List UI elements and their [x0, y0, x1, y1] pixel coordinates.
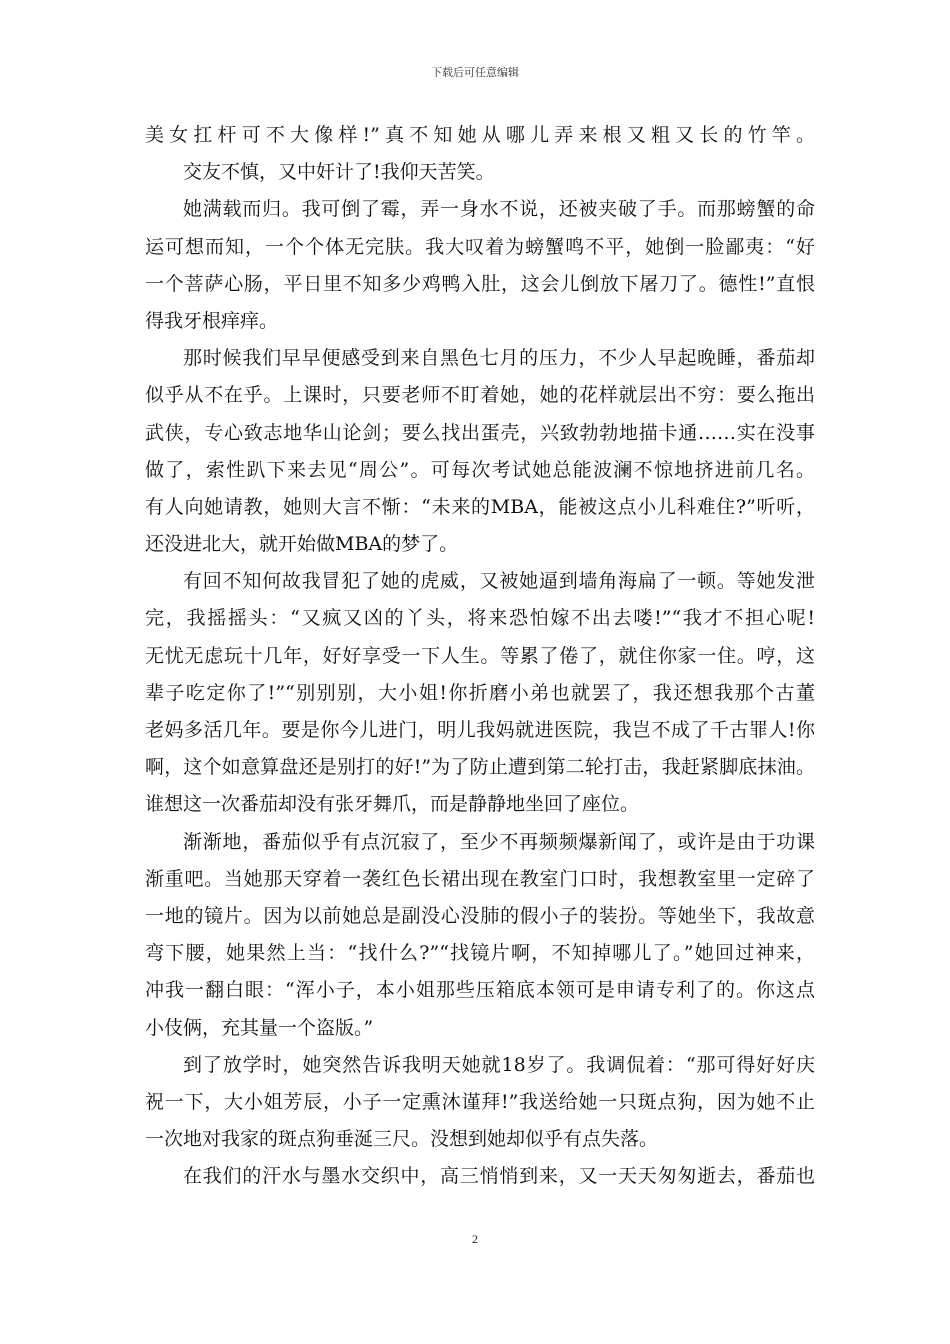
- text-line: 小伎俩，充其量一个盗版。”: [145, 1016, 374, 1039]
- text-line: 在我们的汗水与墨水交织中，高三悄悄到来，又一天天匆匆逝去，番茄也: [183, 1165, 815, 1188]
- text-line: 有人向她请教，她则大言不惭：“未来的MBA，能被这点小儿科难住?”听听，: [145, 495, 815, 518]
- text-line: 啊，这个如意算盘还是别打的好!”为了防止遭到第二轮打击，我赶紧脚底抹油。: [145, 756, 815, 779]
- text-line: 老妈多活几年。要是你今儿进门，明儿我妈就进医院，我岂不成了千古罪人!你: [145, 719, 815, 741]
- text-line: 渐渐地，番茄似乎有点沉寂了，至少不再频频爆新闻了，或许是由于功课: [183, 830, 815, 853]
- text-line: 交友不慎，又中奸计了!我仰天苦笑。: [183, 161, 495, 184]
- text-line: 一个菩萨心肠，平日里不知多少鸡鸭入肚，这会儿倒放下屠刀了。德性!”直恨: [145, 272, 815, 295]
- page-header: 下载后可任意编辑: [431, 66, 519, 79]
- text-line: 似乎从不在乎。上课时，只要老师不盯着她，她的花样就层出不穷：要么拖出: [145, 384, 815, 407]
- text-line: 还没进北大，就开始做MBA的梦了。: [145, 533, 459, 556]
- text-line: 美女扛杆可不大像样!”真不知她从哪儿弄来根又粗又长的竹竿。: [145, 124, 815, 146]
- text-line: 冲我一翻白眼：“浑小子，本小姐那些压箱底本领可是申请专利了的。你这点: [145, 979, 815, 1002]
- text-line: 那时候我们早早便感受到来自黑色七月的压力，不少人早起晚睡，番茄却: [183, 347, 815, 370]
- text-line: 一地的镜片。因为以前她总是副没心没肺的假小子的装扮。等她坐下，我故意: [145, 904, 815, 927]
- page-number: 2: [472, 1232, 478, 1246]
- text-line: 无忧无虑玩十几年，好好享受一下人生。等累了倦了，就住你家一住。哼，这: [145, 644, 815, 667]
- text-line: 她满载而归。我可倒了霉，弄一身水不说，还被夹破了手。而那螃蟹的命: [183, 198, 815, 221]
- document-body: [145, 117, 815, 1195]
- text-line: 弯下腰，她果然上当：“找什么?”“找镜片啊，不知掉哪儿了。”她回过神来，: [145, 942, 815, 965]
- text-line: 谁想这一次番茄却没有张牙舞爪，而是静静地坐回了座位。: [145, 793, 640, 816]
- text-line: 辈子吃定你了!”“别别别，大小姐!你折磨小弟也就罢了，我还想我那个古董: [145, 681, 815, 704]
- text-line: 祝一下，大小姐芳辰，小子一定熏沐谨拜!”我送给她一只斑点狗，因为她不止: [145, 1090, 815, 1113]
- text-line: 到了放学时，她突然告诉我明天她就18岁了。我调侃着：“那可得好好庆: [183, 1053, 815, 1076]
- text-line: 渐重吧。当她那天穿着一袭红色长裙出现在教室门口时，我想教室里一定碎了: [145, 867, 815, 890]
- text-line: 一次地对我家的斑点狗垂涎三尺。没想到她却似乎有点失落。: [145, 1128, 659, 1151]
- text-line: 做了，索性趴下来去见“周公”。可每次考试她总能波澜不惊地挤进前几名。: [145, 458, 815, 481]
- text-line: 有回不知何故我冒犯了她的虎威，又被她逼到墙角海扁了一顿。等她发泄: [183, 570, 815, 593]
- text-line: 运可想而知，一个个体无完肤。我大叹着为螃蟹鸣不平，她倒一脸鄙夷：“好: [145, 235, 815, 258]
- text-line: 完，我摇摇头：“又疯又凶的丫头，将来恐怕嫁不出去喽!”“我才不担心呢!: [145, 607, 815, 630]
- text-line: 得我牙根痒痒。: [145, 309, 279, 332]
- text-line: 武侠，专心致志地华山论剑；要么找出蛋壳，兴致勃勃地描卡通……实在没事: [145, 421, 815, 444]
